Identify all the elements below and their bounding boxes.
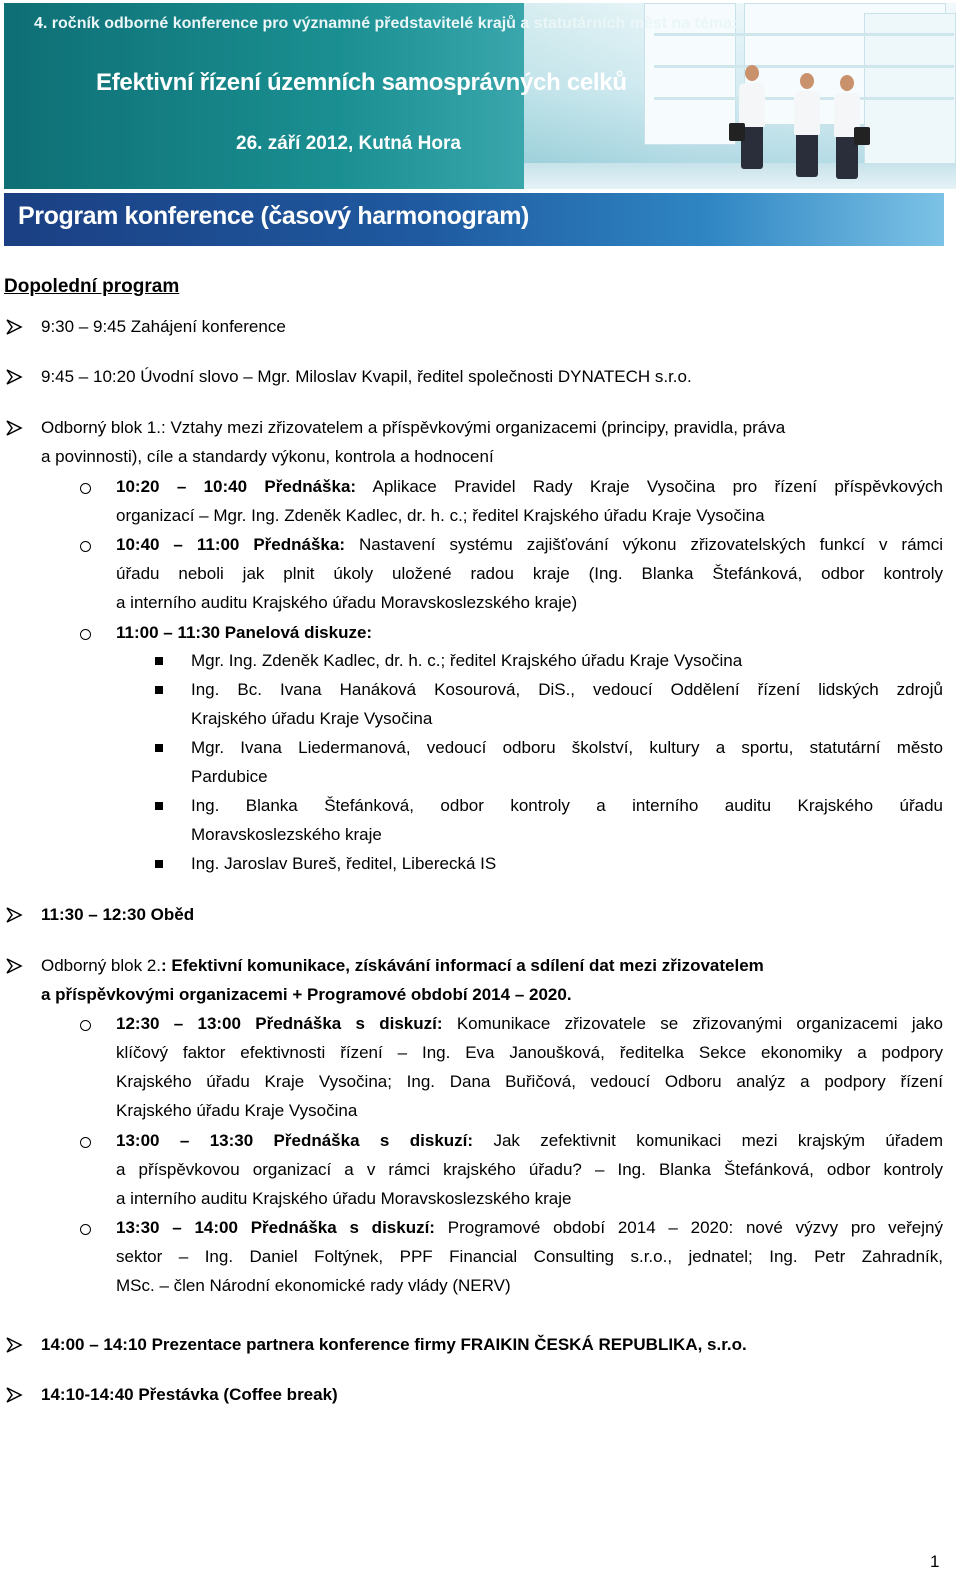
arrow-bullet-icon (5, 1336, 23, 1354)
circle-bullet-icon (80, 1224, 91, 1235)
lecture-item (116, 1130, 943, 1152)
circle-bullet-icon (80, 1020, 91, 1031)
lecture-title-cont: a interního auditu Krajského úřadu Moravskoslezského kraje (116, 1189, 572, 1208)
lecture-item (116, 1217, 943, 1239)
panelist: Ing. Blanka Štefánková, odbor kontroly a interního auditu Krajského úřadu (191, 796, 943, 815)
block-2-heading (41, 955, 764, 977)
lecture-title: Komunikace zřizovatele se zřizovanými organizacemi jako (456, 1014, 944, 1033)
lecture-title: Jak zefektivnit komunikaci mezi krajským úřadem (493, 1131, 943, 1150)
lecture-title: Programové období 2014 – 2020: nové výzvy pro veřejný (447, 1218, 943, 1237)
lecture-title: Nastavení systému zajišťování výkonu zřizovatelských funkcí v rámci (358, 535, 943, 554)
panelist: Mgr. Ivana Liedermanová, vedoucí odboru školství, kultury a sportu, statutární město (191, 738, 943, 757)
square-bullet-icon (155, 686, 163, 694)
block-1-topic-cont: a povinnosti), cíle a standardy výkonu, kontrola a hodnocení (41, 447, 494, 466)
agenda-item: 9:45 – 10:20 Úvodní slovo – Mgr. Miloslav Kvapil, ředitel společnosti DYNATECH s.r.o. (41, 367, 692, 386)
program-title-bar (4, 193, 944, 246)
lecture-title-cont: a příspěvkovou organizací a v rámci krajského úřadu? – Ing. Blanka Štefánková, odbor kontroly (116, 1160, 943, 1179)
lecture-time: 13:00 – 13:30 Přednáška s diskuzí: (116, 1131, 474, 1150)
square-bullet-icon (155, 802, 163, 810)
arrow-bullet-icon (5, 368, 23, 386)
square-bullet-icon (155, 744, 163, 752)
banner-title: Efektivní řízení územních samosprávných celků (96, 69, 627, 96)
block-2-topic: : Efektivní komunikace, získávání informací a sdílení dat mezi zřizovatelem (161, 956, 764, 975)
block-1-heading (41, 417, 785, 439)
block-2-label: Odborný blok 2. (41, 956, 162, 975)
header-banner (4, 3, 956, 193)
arrow-bullet-icon (5, 957, 23, 975)
building-stripe (654, 65, 954, 68)
lecture-time: 10:40 – 11:00 Přednáška: (116, 535, 345, 554)
panelist-cont: Pardubice (191, 767, 268, 786)
banner-date-place: 26. září 2012, Kutná Hora (236, 133, 461, 154)
block-1-label: Odborný blok 1. (41, 418, 162, 437)
businessman-figure (739, 65, 765, 169)
panelist: Mgr. Ing. Zdeněk Kadlec, dr. h. c.; ředitel Krajského úřadu Kraje Vysočina (191, 651, 743, 670)
arrow-bullet-icon (5, 1386, 23, 1404)
building-stripe (654, 33, 954, 36)
circle-bullet-icon (80, 629, 91, 640)
arrow-bullet-icon (5, 318, 23, 336)
lecture-title-cont: Krajského úřadu Kraje Vysočina; Ing. Dana Buřičová, vedoucí Odboru analýz a podpory řízení (116, 1072, 943, 1091)
lecture-title-cont: MSc. – člen Národní ekonomické rady vlády (NERV) (116, 1276, 511, 1295)
lecture-title-cont: a interního auditu Krajského úřadu Moravskoslezského kraje) (116, 593, 578, 612)
lecture-item (116, 534, 943, 556)
square-bullet-icon (155, 657, 163, 665)
panelist-cont: Moravskoslezského kraje (191, 825, 382, 844)
agenda-item: 9:30 – 9:45 Zahájení konference (41, 317, 286, 336)
panelist-cont: Krajského úřadu Kraje Vysočina (191, 709, 433, 728)
block-2-topic-cont: a příspěvkovými organizacemi + Programové období 2014 – 2020. (41, 985, 572, 1004)
agenda-item: 11:30 – 12:30 Oběd (41, 905, 195, 924)
businessman-figure (834, 75, 860, 179)
lecture-title-cont: klíčový faktor efektivnosti řízení – Ing. Eva Janoušková, ředitelka Sekce ekonomiky a podpory (116, 1043, 943, 1062)
arrow-bullet-icon (5, 906, 23, 924)
banner-subtitle: 4. ročník odborné konference pro významné představitelé krajů a statutárních měst na téma: (34, 15, 738, 32)
agenda-item: 14:10-14:40 Přestávka (Coffee break) (41, 1385, 338, 1404)
page-number: 1 (930, 1552, 940, 1571)
agenda-item: 14:00 – 14:10 Prezentace partnera konference firmy FRAIKIN ČESKÁ REPUBLIKA, s.r.o. (41, 1335, 747, 1354)
panelist: Ing. Bc. Ivana Hanáková Kosourová, DiS., vedoucí Oddělení řízení lidských zdrojů (191, 680, 943, 699)
circle-bullet-icon (80, 483, 91, 494)
lecture-item (116, 476, 943, 498)
lecture-title: Aplikace Pravidel Rady Kraje Vysočina pro řízení příspěvkových (372, 477, 943, 496)
lecture-time: 12:30 – 13:00 Přednáška s diskuzí: (116, 1014, 443, 1033)
lecture-item (116, 1013, 943, 1035)
lecture-title-cont: sektor – Ing. Daniel Foltýnek, PPF Financial Consulting s.r.o., jednatel; Ing. Petr Zahradník, (116, 1247, 943, 1266)
lecture-title-cont: úřadu neboli jak plnit úkoly uložené radou kraje (Ing. Blanka Štefánková, odbor kontroly (116, 564, 943, 583)
circle-bullet-icon (80, 541, 91, 552)
lecture-time: 10:20 – 10:40 Přednáška: (116, 477, 357, 496)
circle-bullet-icon (80, 1137, 91, 1148)
lecture-title-cont: Krajského úřadu Kraje Vysočina (116, 1101, 358, 1120)
block-1-topic: : Vztahy mezi zřizovatelem a příspěvkovými organizacemi (principy, pravidla, práva (161, 418, 786, 437)
arrow-bullet-icon (5, 419, 23, 437)
panelist: Ing. Jaroslav Bureš, ředitel, Liberecká IS (191, 854, 497, 873)
lecture-speaker: organizací – Mgr. Ing. Zdeněk Kadlec, dr. h. c.; ředitel Krajského úřadu Kraje Vysočina (116, 506, 765, 525)
lecture-time: 13:30 – 14:00 Přednáška s diskuzí: (116, 1218, 435, 1237)
businessman-figure (794, 73, 820, 177)
program-title: Program konference (časový harmonogram) (18, 202, 529, 230)
section-heading: Dopolední program (4, 276, 180, 297)
panel-discussion-heading: 11:00 – 11:30 Panelová diskuze: (116, 623, 373, 642)
square-bullet-icon (155, 860, 163, 868)
